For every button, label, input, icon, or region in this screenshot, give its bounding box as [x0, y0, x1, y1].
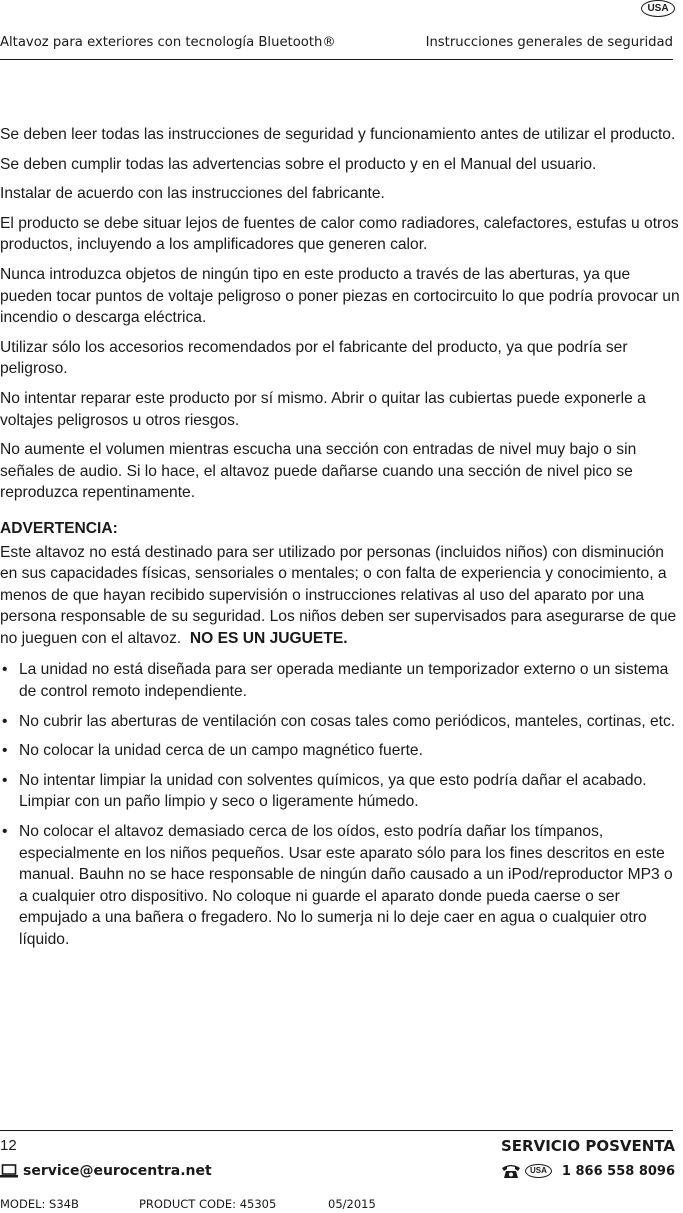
- list-item: [0, 740, 683, 762]
- paragraph: No aumente el volumen mientras escucha una sección con entradas de nivel muy bajo o sin señales de audio. Si lo hace, el altavoz puede dañarse cuando una sección de nivel pico se reproduzca repentinamente.: [0, 441, 637, 502]
- bullet-glyph: •: [2, 823, 8, 841]
- model-label: MODEL: S34B: [0, 1197, 79, 1211]
- paragraph: Se deben cumplir todas las advertencias sobre el producto y en el Manual del usuario.: [0, 155, 597, 173]
- phone-country-badge: USA: [525, 1164, 552, 1178]
- list-item-text: No colocar la unidad cerca de un campo magnético fuerte.: [19, 742, 423, 760]
- product-code-label: PRODUCT CODE: 45305: [139, 1197, 277, 1211]
- usa-badge: USA: [641, 0, 675, 17]
- list-item: [0, 659, 683, 702]
- email-contact[interactable]: [0, 1163, 212, 1179]
- list-item-text: No cubrir las aberturas de ventilación con cosas tales como periódicos, manteles, cortinas, etc.: [19, 712, 676, 730]
- bullet-list: [0, 659, 683, 950]
- footer-divider: [0, 1130, 673, 1131]
- bullet-glyph: •: [2, 712, 8, 730]
- paragraph: Se deben leer todas las instrucciones de seguridad y funcionamiento antes de utilizar el producto.: [0, 126, 676, 143]
- list-item-text: No colocar el altavoz demasiado cerca de los oídos, esto podría dañar los tímpanos, especialmente en los niños pequeños. Usar este aparato sólo para los fines descritos en este manual. Bauhn no se hace responsable de ningún daño causado a un iPod/reproductor MP3 o a cualquier otro dispositivo. No coloque ni guarde el aparato donde pueda caerse o ser empujado a una bañera o fregadero. No lo sumerja ni lo deje caer en agua o cualquier otro líquido.: [19, 823, 673, 948]
- list-item-text: No intentar limpiar la unidad con solventes químicos, ya que esto podría dañar el acabado. Limpiar con un paño limpio y seco o ligeramente húmedo.: [19, 771, 647, 811]
- bullet-glyph: •: [2, 771, 8, 789]
- list-item: [0, 711, 683, 733]
- list-item: [0, 770, 683, 813]
- warning-text: Este altavoz no está destinado para ser utilizado por personas (incluidos niños) con disminución en sus capacidades físicas, sensoriales o mentales; o con falta de experiencia y conocimiento, a menos de que hayan recibido supervisión o instrucciones relativas al uso del aparato por una persona responsable de su seguridad. Los niños deben ser supervisados para asegurarse de que no jueguen con el altavoz.: [0, 543, 677, 647]
- phone-contact: [501, 1163, 675, 1179]
- paragraph: Nunca introduzca objetos de ningún tipo en este producto a través de las aberturas, ya que pueden tocar puntos de voltaje peligroso o poner piezas en cortocircuito lo que podría provocar un incendio o descarga eléctrica.: [0, 265, 680, 327]
- page-number: 12: [0, 1137, 17, 1154]
- paragraph: El producto se debe situar lejos de fuentes de calor como radiadores, calefactores, estufas u otros productos, incluyendo a los amplificadores que generen calor.: [0, 214, 679, 254]
- paragraph: Instalar de acuerdo con las instrucciones del fabricante.: [0, 185, 385, 203]
- email-address[interactable]: service@eurocentra.net: [23, 1163, 212, 1179]
- bullet-glyph: •: [2, 661, 8, 679]
- service-title: SERVICIO POSVENTA: [501, 1137, 675, 1155]
- date-label: 05/2015: [328, 1197, 376, 1211]
- warning-emphasis: NO ES UN JUGUETE.: [189, 629, 348, 647]
- header-section-title: Instrucciones generales de seguridad: [425, 35, 673, 50]
- safety-content: [0, 124, 683, 959]
- warning-title: ADVERTENCIA:: [0, 519, 118, 537]
- paragraph: No intentar reparar este producto por sí mismo. Abrir o quitar las cubiertas puede exponerle a voltajes peligrosos u otros riesgos.: [0, 389, 646, 429]
- telephone-icon: [501, 1163, 521, 1179]
- page-header: [0, 33, 673, 60]
- list-item: [0, 821, 683, 951]
- bullet-glyph: •: [2, 742, 8, 760]
- list-item-text: La unidad no está diseñada para ser operada mediante un temporizador externo o un sistema de control remoto independiente.: [19, 661, 669, 701]
- warning-body: [0, 542, 683, 650]
- paragraph: Utilizar sólo los accesorios recomendados por el fabricante del producto, ya que podría ser peligroso.: [0, 338, 628, 378]
- laptop-icon: [0, 1164, 18, 1178]
- phone-number: 1 866 558 8096: [561, 1163, 675, 1179]
- header-product-title: Altavoz para exteriores con tecnología Bluetooth®: [0, 35, 336, 50]
